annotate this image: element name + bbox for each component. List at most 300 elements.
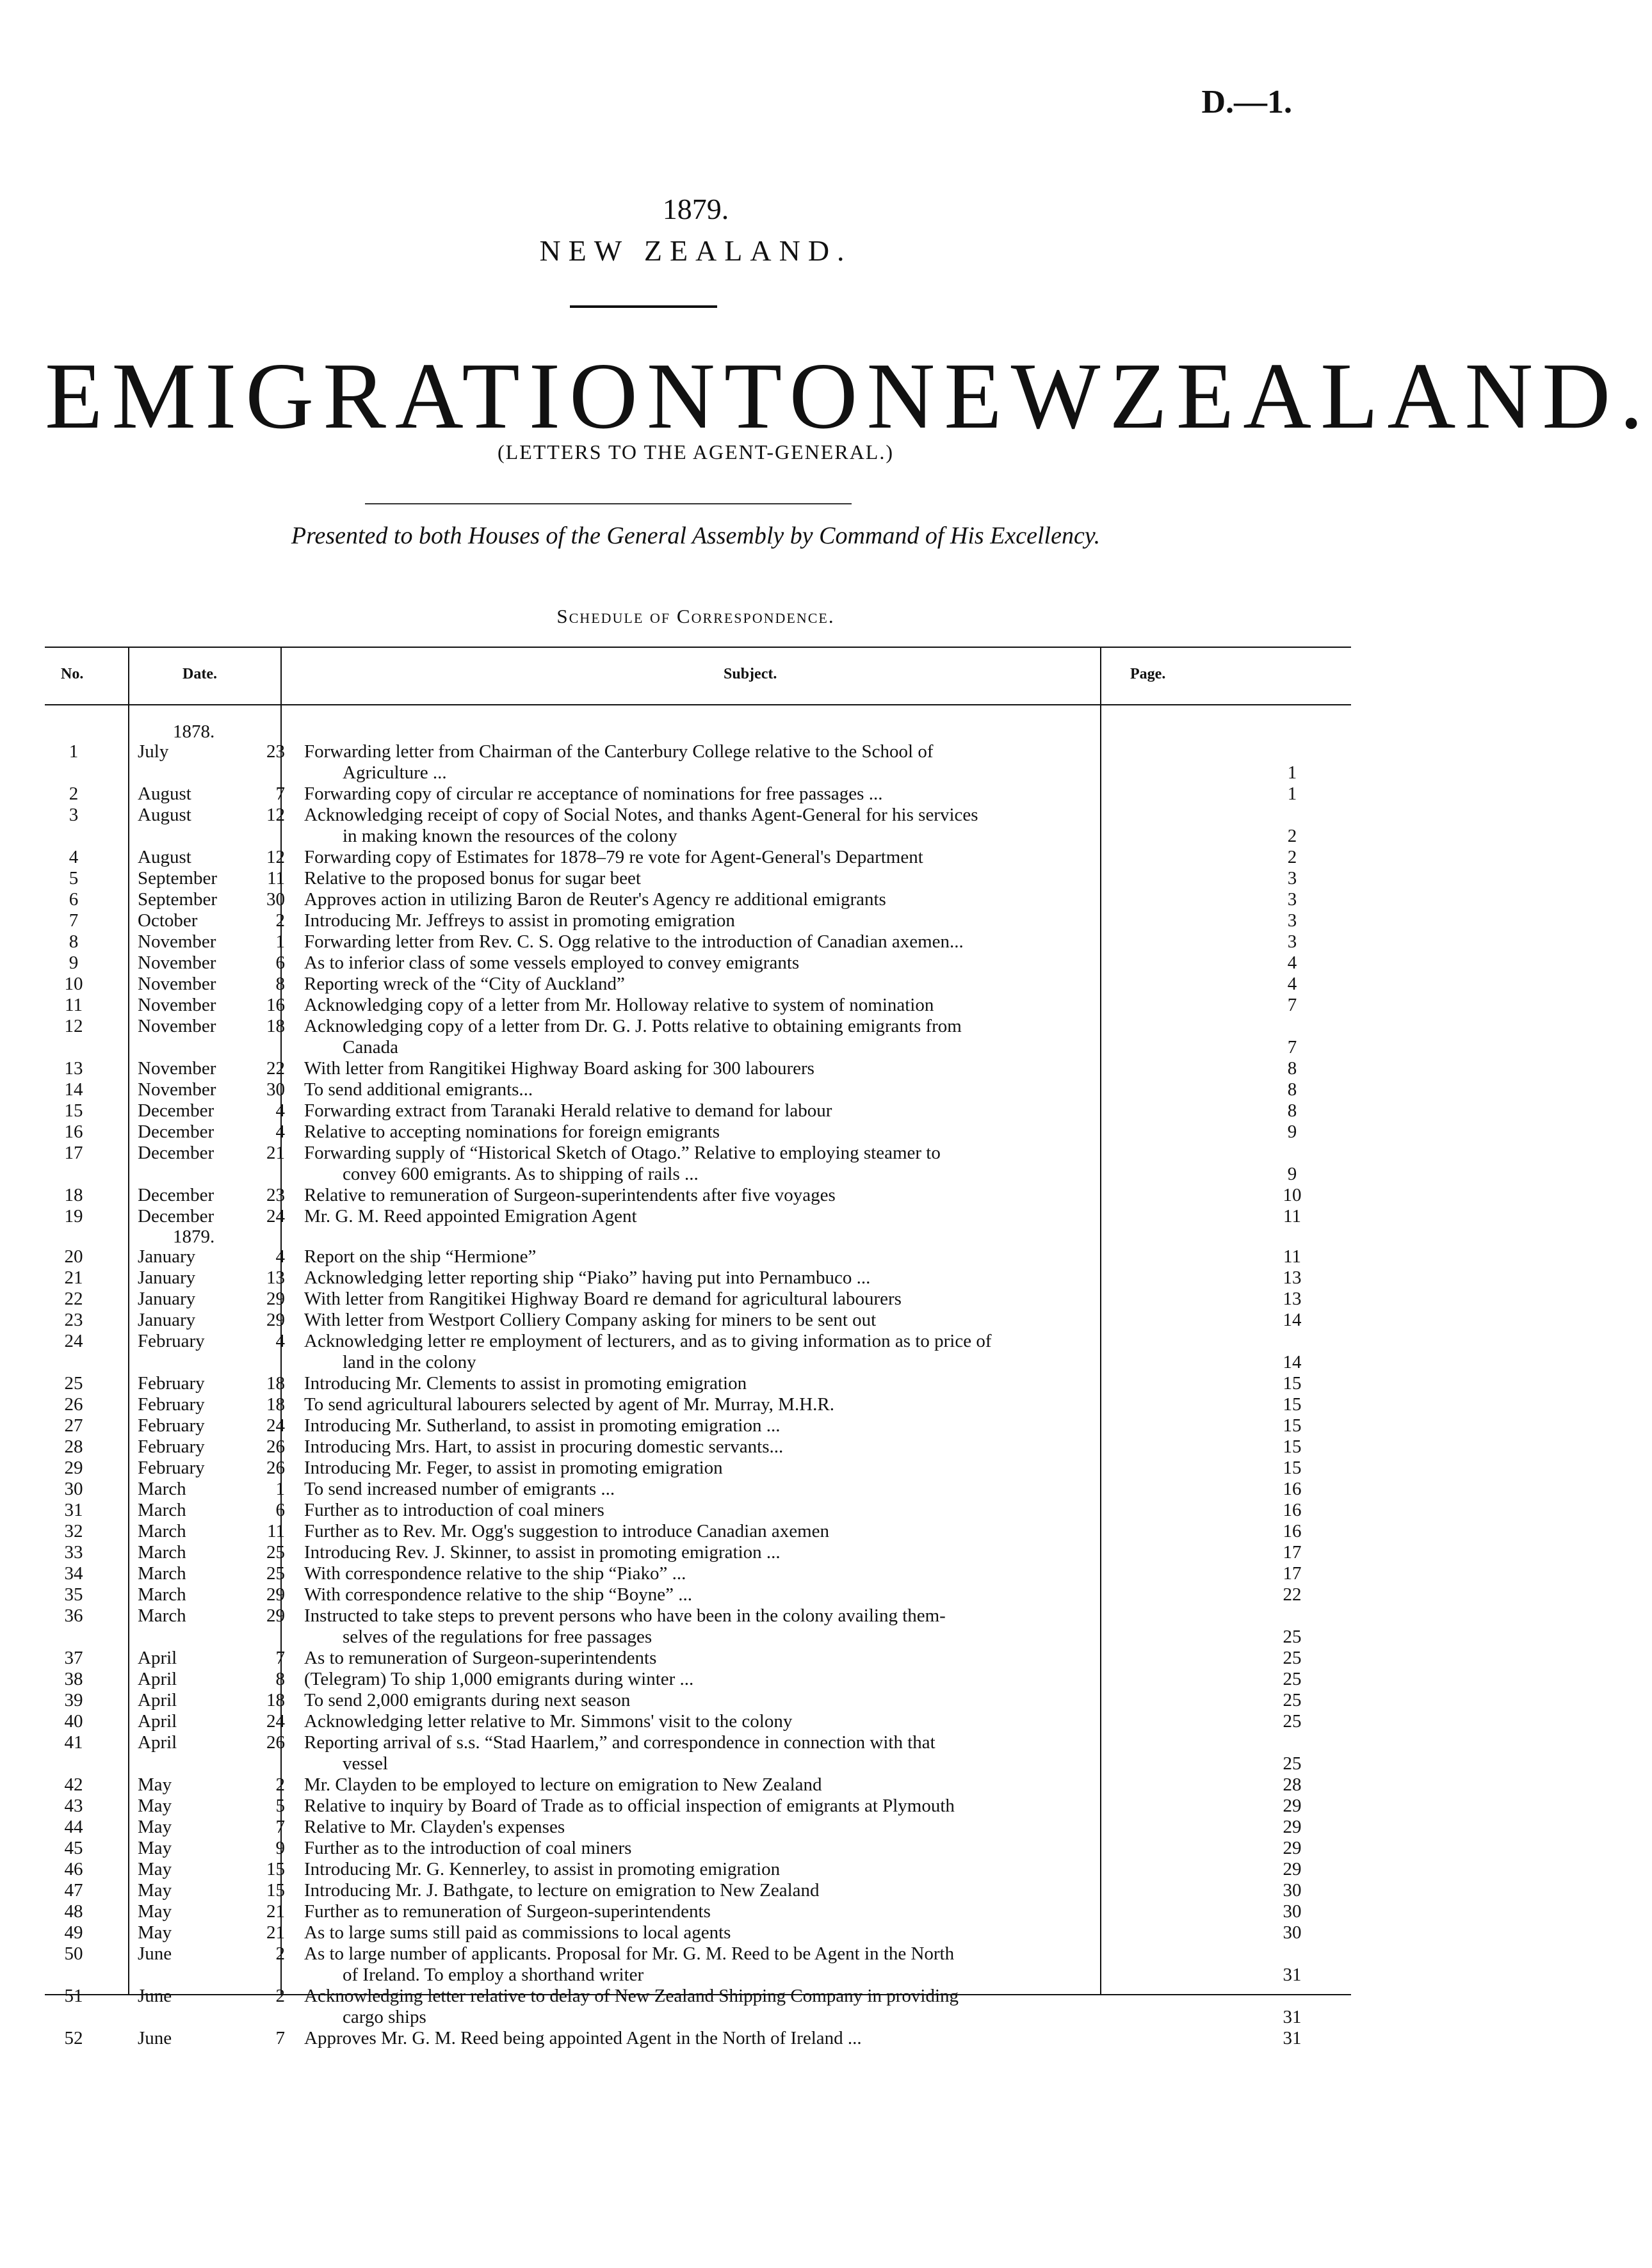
row-month: November [138, 1058, 216, 1079]
row-page: 15 [1283, 1394, 1302, 1415]
table-row [0, 1605, 1391, 1648]
row-month: January [138, 1267, 196, 1288]
row-page: 3 [1287, 868, 1297, 889]
row-number: 44 [64, 1817, 83, 1837]
row-page: 15 [1283, 1436, 1302, 1457]
row-day: 8 [275, 1669, 285, 1689]
row-subject [291, 1648, 1098, 1669]
row-month: April [138, 1669, 177, 1689]
row-month: June [138, 1986, 172, 2006]
row-subject [291, 974, 1098, 995]
row-month: August [138, 847, 191, 867]
row-day: 4 [275, 1246, 285, 1267]
row-subject [291, 1774, 1098, 1796]
subject-line: Forwarding extract from Taranaki Herald relative to demand for labour [304, 1100, 832, 1121]
row-page: 7 [1287, 995, 1297, 1015]
row-subject [291, 1331, 1098, 1373]
subject-line: Relative to the proposed bonus for sugar beet [304, 868, 641, 889]
column-header-page: Page. [1130, 666, 1166, 682]
row-day: 2 [275, 1774, 285, 1795]
table-header-rule [45, 704, 1351, 705]
row-month: March [138, 1500, 186, 1520]
table-row [0, 1943, 1391, 1986]
row-page: 17 [1283, 1542, 1302, 1563]
table-row [0, 1016, 1391, 1058]
row-month: May [138, 1880, 172, 1901]
nation-heading: NEW ZEALAND. [539, 234, 852, 267]
row-number: 41 [64, 1732, 83, 1753]
row-subject [291, 1310, 1098, 1331]
year-label: 1878. [173, 721, 215, 742]
subject-line: Acknowledging letter relative to delay of New Zealand Shipping Company in providing [304, 1986, 959, 2006]
subject-line: Report on the ship “Hermione” [304, 1246, 537, 1267]
row-number: 38 [64, 1669, 83, 1689]
row-page: 29 [1283, 1817, 1302, 1837]
row-number: 50 [64, 1943, 83, 1964]
row-page: 29 [1283, 1838, 1302, 1858]
row-subject [291, 868, 1098, 889]
row-number: 21 [64, 1267, 83, 1288]
row-day: 13 [266, 1267, 285, 1288]
row-number: 14 [64, 1079, 83, 1100]
row-month: September [138, 868, 218, 889]
row-number: 36 [64, 1605, 83, 1626]
subject-line: Introducing Mr. Jeffreys to assist in promoting emigration [304, 910, 735, 931]
table-row [0, 1521, 1391, 1542]
row-month: December [138, 1100, 215, 1121]
row-subject [291, 1986, 1098, 2028]
row-day: 5 [275, 1796, 285, 1816]
subject-line: Relative to Mr. Clayden's expenses [304, 1817, 565, 1837]
row-month: December [138, 1206, 215, 1226]
table-row [0, 1289, 1391, 1310]
row-number: 13 [64, 1058, 83, 1079]
table-row [0, 1732, 1391, 1774]
row-subject [291, 1122, 1098, 1143]
subject-continuation: Canada [343, 1037, 398, 1058]
row-number: 33 [64, 1542, 83, 1563]
row-day: 24 [266, 1206, 285, 1226]
row-number: 24 [64, 1331, 83, 1351]
row-subject [291, 1016, 1098, 1058]
table-row [0, 1563, 1391, 1584]
document-year: 1879. [662, 193, 729, 225]
row-subject [291, 1711, 1098, 1732]
row-subject [291, 1246, 1098, 1267]
row-day: 30 [266, 1079, 285, 1100]
row-number: 16 [64, 1122, 83, 1142]
row-subject [291, 953, 1098, 974]
row-number: 29 [64, 1458, 83, 1478]
row-month: July [138, 741, 169, 762]
row-month: February [138, 1415, 205, 1436]
row-month: May [138, 1796, 172, 1816]
row-day: 18 [266, 1373, 285, 1394]
subject-line: As to large sums still paid as commissions to local agents [304, 1922, 731, 1943]
row-subject [291, 1500, 1098, 1521]
row-subject [291, 1859, 1098, 1880]
row-day: 4 [275, 1122, 285, 1142]
row-page: 25 [1283, 1711, 1302, 1732]
table-row [0, 868, 1391, 889]
row-page: 1 [1287, 784, 1297, 804]
row-day: 8 [275, 974, 285, 994]
row-number: 32 [64, 1521, 83, 1541]
row-day: 7 [275, 2028, 285, 2048]
row-page: 30 [1283, 1922, 1302, 1943]
subject-line: Acknowledging letter relative to Mr. Simmons' visit to the colony [304, 1711, 793, 1732]
row-month: March [138, 1563, 186, 1584]
subject-line: As to remuneration of Surgeon-superintendents [304, 1648, 657, 1668]
document-id: D.—1. [1201, 84, 1292, 120]
table-row [0, 1542, 1391, 1563]
table-row [0, 1669, 1391, 1690]
row-page: 15 [1283, 1415, 1302, 1436]
row-number: 25 [64, 1373, 83, 1394]
row-subject [291, 1079, 1098, 1100]
row-subject [291, 1563, 1098, 1584]
subject-line: Relative to remuneration of Surgeon-superintendents after five voyages [304, 1185, 836, 1205]
row-number: 4 [69, 847, 79, 867]
row-page: 15 [1283, 1458, 1302, 1478]
table-row [0, 1267, 1391, 1289]
row-number: 40 [64, 1711, 83, 1732]
table-row [0, 1331, 1391, 1373]
row-number: 23 [64, 1310, 83, 1330]
row-page: 30 [1283, 1901, 1302, 1922]
row-day: 29 [266, 1289, 285, 1309]
row-page: 16 [1283, 1521, 1302, 1541]
row-day: 22 [266, 1058, 285, 1079]
table-row [0, 974, 1391, 995]
title-word: ZEALAND. [1109, 344, 1652, 449]
row-month: March [138, 1542, 186, 1563]
row-number: 43 [64, 1796, 83, 1816]
column-header-subject: Subject. [724, 666, 777, 682]
table-row [0, 1648, 1391, 1669]
table-row [0, 1859, 1391, 1880]
table-row [0, 1143, 1391, 1185]
table-row [0, 1711, 1391, 1732]
row-page: 1 [1287, 762, 1297, 783]
row-day: 25 [266, 1542, 285, 1563]
row-day: 26 [266, 1732, 285, 1753]
row-month: May [138, 1817, 172, 1837]
subject-line: To send agricultural labourers selected by agent of Mr. Murray, M.H.R. [304, 1394, 835, 1415]
row-page: 9 [1287, 1164, 1297, 1184]
row-month: March [138, 1584, 186, 1605]
row-day: 16 [266, 995, 285, 1015]
table-row [0, 1796, 1391, 1817]
table-row [0, 1880, 1391, 1901]
table-row [0, 1690, 1391, 1711]
row-month: April [138, 1711, 177, 1732]
row-subject [291, 1206, 1098, 1227]
row-page: 16 [1283, 1500, 1302, 1520]
row-month: May [138, 1838, 172, 1858]
row-subject [291, 1521, 1098, 1542]
row-subject [291, 741, 1098, 784]
year-marker [0, 722, 1391, 741]
title-word: EMIGRATION [45, 344, 724, 449]
row-number: 8 [69, 931, 79, 952]
row-day: 1 [275, 931, 285, 952]
row-page: 28 [1283, 1774, 1302, 1795]
year-label: 1879. [173, 1226, 215, 1247]
row-number: 20 [64, 1246, 83, 1267]
row-month: May [138, 1859, 172, 1879]
table-row [0, 1901, 1391, 1922]
row-day: 21 [266, 1901, 285, 1922]
subject-line: To send additional emigrants... [304, 1079, 533, 1100]
row-subject [291, 1415, 1098, 1436]
row-subject [291, 1542, 1098, 1563]
row-number: 30 [64, 1479, 83, 1499]
row-subject [291, 995, 1098, 1016]
table-row [0, 1373, 1391, 1394]
row-month: April [138, 1648, 177, 1668]
row-month: April [138, 1732, 177, 1753]
row-number: 28 [64, 1436, 83, 1457]
subject-line: With correspondence relative to the ship “Piako” ... [304, 1563, 686, 1584]
row-month: February [138, 1394, 205, 1415]
row-subject [291, 931, 1098, 953]
correspondence-table [0, 722, 1391, 2049]
row-subject [291, 1605, 1098, 1648]
row-number: 22 [64, 1289, 83, 1309]
subject-line: Introducing Mr. Sutherland, to assist in promoting emigration ... [304, 1415, 781, 1436]
table-row [0, 1436, 1391, 1458]
row-subject [291, 1922, 1098, 1943]
subject-continuation: Agriculture ... [343, 762, 447, 783]
row-page: 29 [1283, 1859, 1302, 1879]
row-page: 10 [1283, 1185, 1302, 1205]
row-number: 26 [64, 1394, 83, 1415]
row-subject [291, 1394, 1098, 1415]
row-number: 42 [64, 1774, 83, 1795]
row-page: 31 [1283, 1965, 1302, 1985]
subject-line: Approves action in utilizing Baron de Reuter's Agency re additional emigrants [304, 889, 886, 910]
row-page: 4 [1287, 953, 1297, 973]
row-day: 23 [266, 741, 285, 762]
subject-continuation: of Ireland. To employ a shorthand writer [343, 1965, 644, 1985]
row-month: November [138, 974, 216, 994]
row-subject [291, 1373, 1098, 1394]
row-subject [291, 1058, 1098, 1079]
table-row [0, 784, 1391, 805]
divider [570, 305, 717, 308]
subtitle: (LETTERS TO THE AGENT-GENERAL.) [498, 440, 894, 463]
subject-line: As to large number of applicants. Proposal for Mr. G. M. Reed to be Agent in the North [304, 1943, 955, 1964]
row-day: 12 [266, 847, 285, 867]
row-day: 29 [266, 1584, 285, 1605]
row-number: 11 [65, 995, 83, 1015]
row-number: 37 [64, 1648, 83, 1668]
row-page: 8 [1287, 1058, 1297, 1079]
table-top-rule [45, 647, 1351, 648]
table-row [0, 2028, 1391, 2049]
row-page: 3 [1287, 889, 1297, 910]
row-page: 11 [1283, 1206, 1301, 1226]
table-row [0, 1500, 1391, 1521]
row-subject [291, 1943, 1098, 1986]
subject-line: Acknowledging copy of a letter from Mr. Holloway relative to system of nomination [304, 995, 934, 1015]
subject-line: Forwarding copy of Estimates for 1878–79 re vote for Agent-General's Department [304, 847, 923, 867]
row-month: December [138, 1185, 215, 1205]
row-month: February [138, 1458, 205, 1478]
subject-line: Forwarding copy of circular re acceptance of nominations for free passages ... [304, 784, 883, 804]
subject-continuation: vessel [343, 1753, 388, 1774]
row-number: 35 [64, 1584, 83, 1605]
table-row [0, 1394, 1391, 1415]
row-month: October [138, 910, 198, 931]
row-page: 31 [1283, 2028, 1302, 2048]
subject-line: Forwarding supply of “Historical Sketch of Otago.” Relative to employing steamer to [304, 1143, 941, 1163]
row-day: 15 [266, 1880, 285, 1901]
row-month: November [138, 931, 216, 952]
row-page: 22 [1283, 1584, 1302, 1605]
subject-line: With letter from Rangitikei Highway Board re demand for agricultural labourers [304, 1289, 902, 1309]
row-page: 2 [1287, 847, 1297, 867]
row-day: 6 [275, 953, 285, 973]
row-page: 16 [1283, 1479, 1302, 1499]
row-subject [291, 1100, 1098, 1122]
row-number: 6 [69, 889, 79, 910]
row-page: 3 [1287, 910, 1297, 931]
year-marker [0, 1227, 1391, 1246]
subject-line: With letter from Rangitikei Highway Board asking for 300 labourers [304, 1058, 814, 1079]
row-number: 5 [69, 868, 79, 889]
subject-line: Introducing Mr. G. Kennerley, to assist in promoting emigration [304, 1859, 781, 1879]
divider [365, 503, 852, 504]
row-page: 25 [1283, 1669, 1302, 1689]
subject-line: Introducing Rev. J. Skinner, to assist in promoting emigration ... [304, 1542, 781, 1563]
subject-line: Introducing Mr. Clements to assist in promoting emigration [304, 1373, 747, 1394]
subject-line: Mr. G. M. Reed appointed Emigration Agent [304, 1206, 637, 1226]
row-number: 9 [69, 953, 79, 973]
row-day: 26 [266, 1436, 285, 1457]
row-number: 31 [64, 1500, 83, 1520]
subject-line: Acknowledging copy of a letter from Dr. G. J. Potts relative to obtaining emigrants from [304, 1016, 962, 1036]
row-month: September [138, 889, 218, 910]
row-number: 10 [64, 974, 83, 994]
row-day: 2 [275, 1986, 285, 2006]
row-page: 14 [1283, 1310, 1302, 1330]
row-page: 31 [1283, 2007, 1302, 2027]
row-day: 21 [266, 1143, 285, 1163]
table-row [0, 1584, 1391, 1605]
row-day: 25 [266, 1563, 285, 1584]
subject-line: Relative to inquiry by Board of Trade as to official inspection of emigrants at Plymouth [304, 1796, 955, 1816]
row-number: 47 [64, 1880, 83, 1901]
subject-line: Reporting arrival of s.s. “Stad Haarlem,” and correspondence in connection with that [304, 1732, 935, 1753]
table-row [0, 1774, 1391, 1796]
subject-continuation: selves of the regulations for free passages [343, 1627, 652, 1647]
row-number: 45 [64, 1838, 83, 1858]
table-row [0, 741, 1391, 784]
row-month: May [138, 1774, 172, 1795]
row-month: November [138, 1079, 216, 1100]
row-month: May [138, 1901, 172, 1922]
row-day: 26 [266, 1458, 285, 1478]
row-day: 30 [266, 889, 285, 910]
table-row [0, 805, 1391, 847]
row-page: 25 [1283, 1690, 1302, 1710]
row-day: 29 [266, 1310, 285, 1330]
row-month: November [138, 1016, 216, 1036]
row-subject [291, 1479, 1098, 1500]
row-day: 23 [266, 1185, 285, 1205]
row-page: 11 [1283, 1246, 1301, 1267]
row-subject [291, 1732, 1098, 1774]
row-month: January [138, 1310, 196, 1330]
subject-line: Further as to introduction of coal miners [304, 1500, 604, 1520]
subject-line: Relative to accepting nominations for foreign emigrants [304, 1122, 720, 1142]
row-day: 4 [275, 1100, 285, 1121]
row-page: 8 [1287, 1100, 1297, 1121]
row-page: 17 [1283, 1563, 1302, 1584]
row-day: 18 [266, 1690, 285, 1710]
row-number: 7 [69, 910, 79, 931]
subject-line: Instructed to take steps to prevent persons who have been in the colony availing them- [304, 1605, 946, 1626]
subject-line: Approves Mr. G. M. Reed being appointed Agent in the North of Ireland ... [304, 2028, 862, 2048]
row-day: 21 [266, 1922, 285, 1943]
row-subject [291, 1436, 1098, 1458]
row-day: 7 [275, 1648, 285, 1668]
row-page: 25 [1283, 1627, 1302, 1647]
row-month: December [138, 1122, 215, 1142]
row-number: 46 [64, 1859, 83, 1879]
subject-line: Acknowledging letter re employment of lecturers, and as to giving information as to price of [304, 1331, 992, 1351]
row-day: 2 [275, 1943, 285, 1964]
row-number: 3 [69, 805, 79, 825]
row-day: 7 [275, 784, 285, 804]
row-month: August [138, 784, 191, 804]
row-month: May [138, 1922, 172, 1943]
table-row [0, 1310, 1391, 1331]
subject-line: Further as to the introduction of coal miners [304, 1838, 632, 1858]
row-page: 7 [1287, 1037, 1297, 1058]
row-day: 9 [275, 1838, 285, 1858]
subject-continuation: in making known the resources of the colony [343, 826, 677, 846]
subject-line: Mr. Clayden to be employed to lecture on emigration to New Zealand [304, 1774, 822, 1795]
title-word: NEW [866, 344, 1110, 449]
row-day: 4 [275, 1331, 285, 1351]
row-day: 12 [266, 805, 285, 825]
row-number: 19 [64, 1206, 83, 1226]
table-row [0, 1058, 1391, 1079]
row-day: 6 [275, 1500, 285, 1520]
table-row [0, 1838, 1391, 1859]
table-row [0, 1479, 1391, 1500]
row-page: 30 [1283, 1880, 1302, 1901]
table-row [0, 1246, 1391, 1267]
row-subject [291, 1838, 1098, 1859]
row-day: 15 [266, 1859, 285, 1879]
schedule-heading: Schedule of Correspondence. [556, 605, 835, 627]
row-number: 34 [64, 1563, 83, 1584]
table-row [0, 1458, 1391, 1479]
row-subject [291, 889, 1098, 910]
table-row [0, 1079, 1391, 1100]
row-subject [291, 1584, 1098, 1605]
row-month: January [138, 1246, 196, 1267]
subject-line: Reporting wreck of the “City of Auckland” [304, 974, 625, 994]
row-page: 4 [1287, 974, 1297, 994]
subject-line: Acknowledging receipt of copy of Social Notes, and thanks Agent-General for his services [304, 805, 978, 825]
row-month: March [138, 1521, 186, 1541]
row-subject [291, 1690, 1098, 1711]
